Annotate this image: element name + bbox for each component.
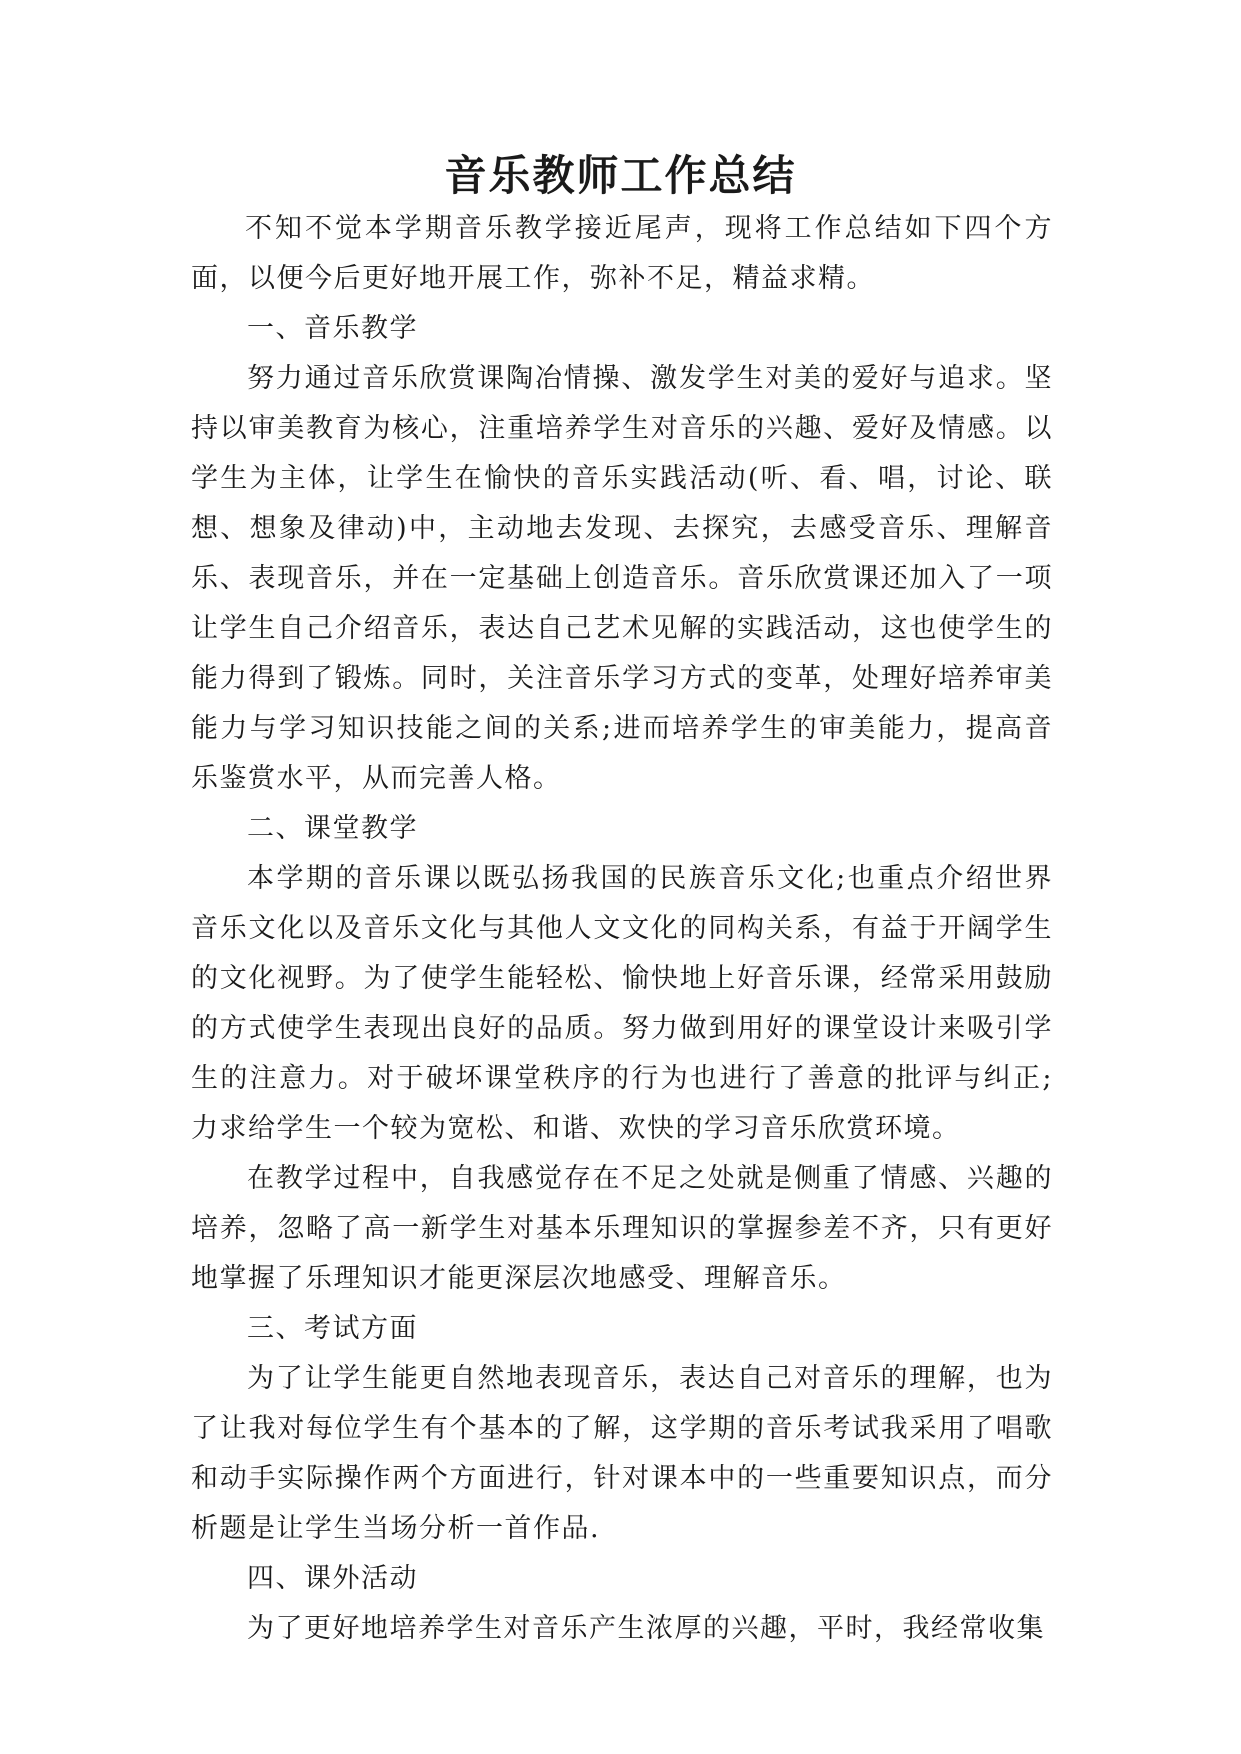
- document-title: 音乐教师工作总结: [444, 151, 797, 200]
- intro-paragraph: 不知不觉本学期音乐教学接近尾声，现将工作总结如下四个方面，以便今后更好地开展工作，弥补不足，精益求精。: [191, 213, 1053, 294]
- section-heading-extracurricular: 四、课外活动: [247, 1563, 418, 1594]
- section-paragraph: 在教学过程中，自我感觉存在不足之处就是侧重了情感、兴趣的培养，忽略了高一新学生对基本乐理知识的掌握参差不齐，只有更好地掌握了乐理知识才能更深层次地感受、理解音乐。: [191, 1163, 1053, 1294]
- document-body: [191, 204, 1053, 1654]
- section-heading-music-teaching: 一、音乐教学: [247, 313, 418, 344]
- section-paragraph: 努力通过音乐欣赏课陶冶情操、激发学生对美的爱好与追求。坚持以审美教育为核心，注重培养学生对音乐的兴趣、爱好及情感。以学生为主体，让学生在愉快的音乐实践活动(听、看、唱，讨论、联想、想象及律动)中，主动地去发现、去探究，去感受音乐、理解音乐、表现音乐，并在一定基础上创造音乐。音乐欣赏课还加入了一项让学生自己介绍音乐，表达自己艺术见解的实践活动，这也使学生的能力得到了锻炼。同时，关注音乐学习方式的变革，处理好培养审美能力与学习知识技能之间的关系;进而培养学生的审美能力，提高音乐鉴赏水平，从而完善人格。: [191, 363, 1053, 794]
- section-heading-classroom-teaching: 二、课堂教学: [247, 813, 418, 844]
- section-paragraph: 本学期的音乐课以既弘扬我国的民族音乐文化;也重点介绍世界音乐文化以及音乐文化与其他人文文化的同构关系，有益于开阔学生的文化视野。为了使学生能轻松、愉快地上好音乐课，经常采用鼓励的方式使学生表现出良好的品质。努力做到用好的课堂设计来吸引学生的注意力。对于破坏课堂秩序的行为也进行了善意的批评与纠正;力求给学生一个较为宽松、和谐、欢快的学习音乐欣赏环境。: [191, 863, 1053, 1144]
- section-heading-exams: 三、考试方面: [247, 1313, 418, 1344]
- section-paragraph: 为了让学生能更自然地表现音乐，表达自己对音乐的理解，也为了让我对每位学生有个基本的了解，这学期的音乐考试我采用了唱歌和动手实际操作两个方面进行，针对课本中的一些重要知识点，而分析题是让学生当场分析一首作品.: [191, 1363, 1053, 1544]
- section-paragraph: 为了更好地培养学生对音乐产生浓厚的兴趣，平时，我经常收集: [247, 1613, 1045, 1644]
